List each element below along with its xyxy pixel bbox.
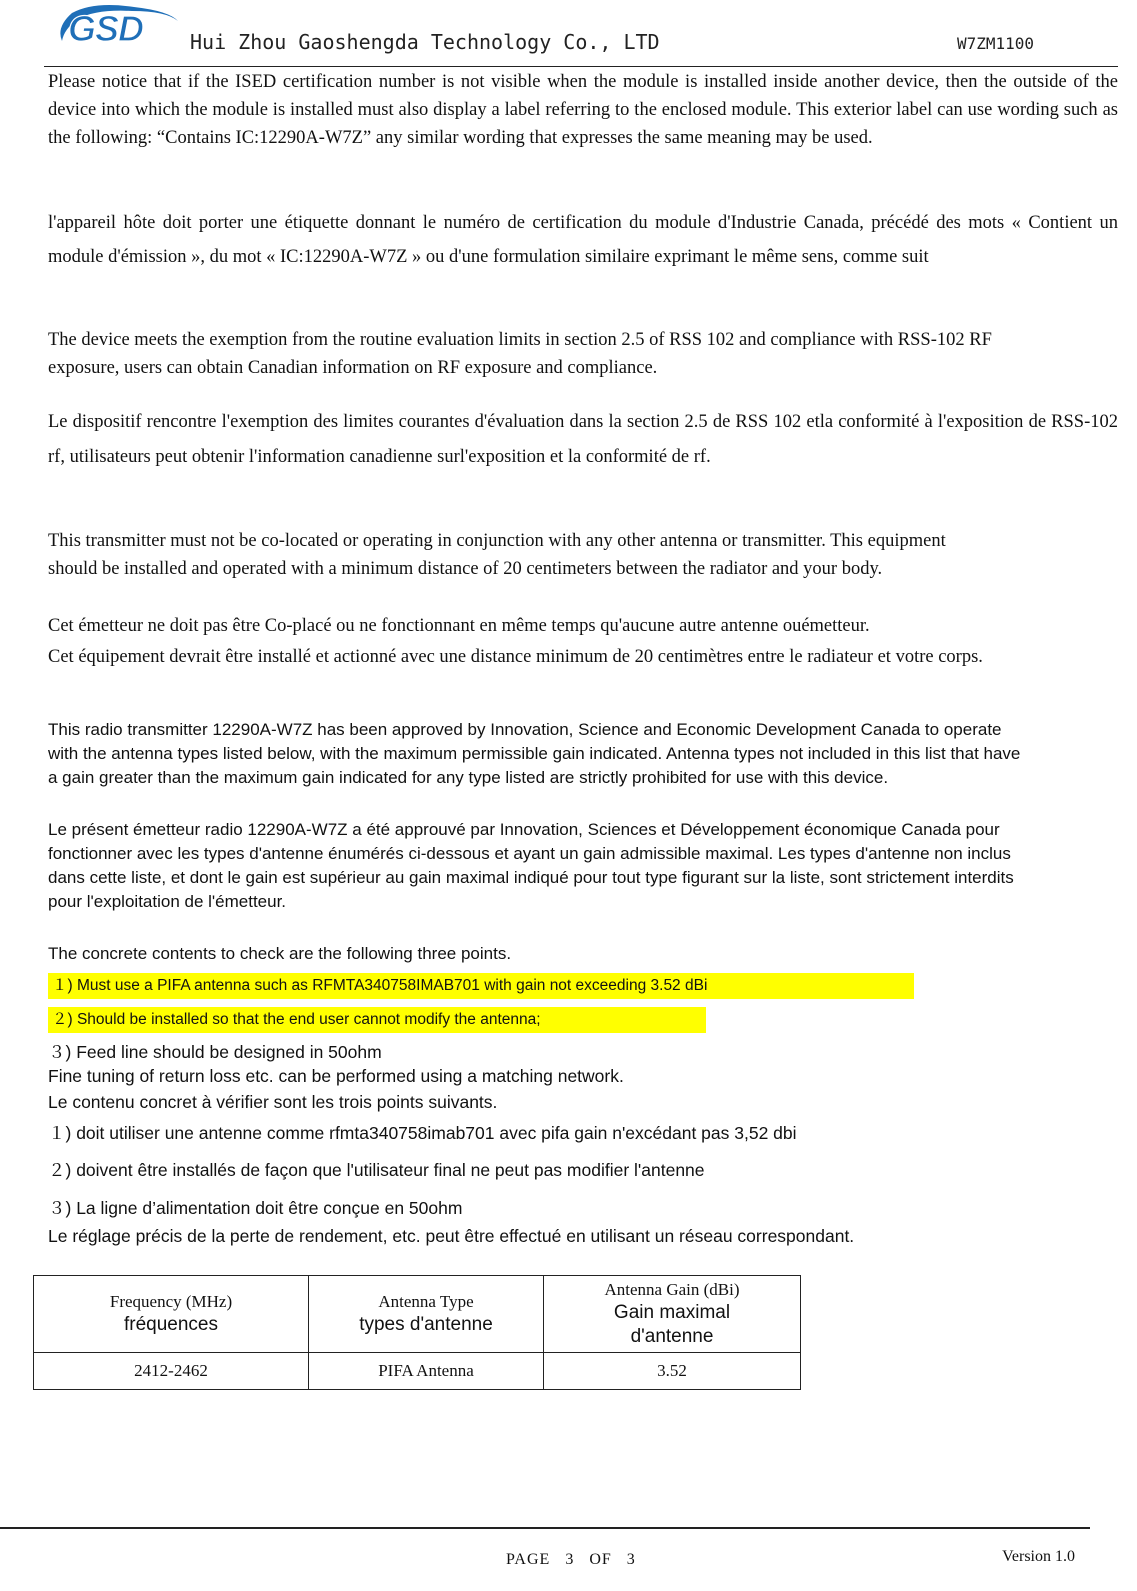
highlighted-point-2: ２) Should be installed so that the end user cannot modify the antenna; [48, 1007, 706, 1033]
header-antenna-type-fr: types d'antenne [359, 1314, 493, 1335]
point-2-fr: ２) doivent être installés de façon que l'utilisateur final ne peut pas modifier l'antenne [48, 1160, 705, 1180]
model-number: W7ZM1100 [956, 34, 1034, 53]
check-points-fr-intro: Le contenu concret à vérifier sont les trois points suivants. [48, 1092, 498, 1112]
version-label: Version 1.0 [1002, 1548, 1075, 1565]
header-frequency-fr: fréquences [123, 1314, 218, 1335]
logo-text: GSD [68, 8, 144, 49]
paragraph-antenna-approval: This radio transmitter 12290A-W7Z has been approved by Innovation, Science and Economic Development Canada to operate with the antenna types listed below, with the maximum permissible gain indicated. Antenna types not included in this list that have a gain greater than the maximum gain indicated for any type listed are strictly prohibited for use with this device. [48, 720, 1021, 787]
paragraph-rf-exemption-fr: Le dispositif rencontre l'exemption des limites courantes d'évaluation dans la section 2.5 de RSS 102 etla conformité à l'exposition de RSS-102 rf, utilisateurs peut obtenir l'information canadienne surl'exposition et la conformité de rf. [48, 412, 1118, 467]
paragraph-ised-label-fr: l'appareil hôte doit porter une étiquette donnant le numéro de certification du module d'Industrie Canada, précédé des mots « Contient un module d'émission », du mot « IC:12290A-W7Z » ou d'une formulation similaire exprimant le même sens, comme suit [48, 213, 1118, 267]
paragraph-co-location: This transmitter must not be co-located or operating in conjunction with any other antenna or transmitter. This equipment should be installed and operated with a minimum distance of 20 centimeters between the radiator and your body. [48, 531, 946, 579]
highlighted-point-1: １) Must use a PIFA antenna such as RFMTA340758IMAB701 with gain not exceeding 3.52 dBi [48, 973, 914, 999]
cell-frequency: 2412-2462 [34, 1353, 309, 1390]
header-antenna-gain-fr: Gain maximal d'antenne [613, 1302, 731, 1347]
company-name: Hui Zhou Gaoshengda Technology Co., LTD [190, 30, 660, 54]
header-antenna-gain-en: Antenna Gain (dBi) [604, 1280, 740, 1299]
point-3-fr: ３) La ligne d’alimentation doit être conçue en 50ohm [48, 1198, 463, 1218]
table-row [34, 1353, 801, 1390]
header-antenna-gain [544, 1276, 801, 1353]
paragraph-antenna-approval-fr: Le présent émetteur radio 12290A-W7Z a été approuvé par Innovation, Sciences et Développement économique Canada pour fonctionner avec les types d'antenne énumérés ci-dessous et ayant un gain admissible maximal. Les types d'antenne non inclus dans cette liste, et dont le gain est supérieur au gain maximal indiqué pour tout type figurant sur la liste, sont strictement interdits pour l'exploitation de l'émetteur. [48, 820, 1014, 911]
paragraph-ised-label: Please notice that if the ISED certification number is not visible when the module is installed inside another device, then the outside of the device into which the module is installed must also display a label referring to the enclosed module. This exterior label can use wording such as the following: “Contains IC:12290A-W7Z” any similar wording that expresses the same meaning may be used. [48, 72, 1118, 148]
matching-network-note-fr: Le réglage précis de la perte de rendement, etc. peut être effectué en utilisant un réseau correspondant. [48, 1226, 855, 1246]
header-antenna-type [309, 1276, 544, 1353]
paragraph-distance-fr: Cet équipement devrait être installé et actionné avec une distance minimum de 20 centimètres entre le radiateur et votre corps. [48, 647, 983, 667]
cell-antenna-type: PIFA Antenna [309, 1353, 544, 1390]
paragraph-rf-exemption: The device meets the exemption from the routine evaluation limits in section 2.5 of RSS 102 and compliance with RSS-102 RF exposure, users can obtain Canadian information on RF exposure and compliance. [48, 330, 992, 378]
header-antenna-type-en: Antenna Type [378, 1292, 474, 1311]
footer-divider [0, 1527, 1090, 1529]
paragraph-co-location-fr: Cet émetteur ne doit pas être Co-placé ou ne fonctionnant en même temps qu'aucune autre antenne ouémetteur. [48, 616, 870, 636]
table-header-row [34, 1276, 801, 1353]
header-frequency-en: Frequency (MHz) [109, 1292, 233, 1311]
cell-antenna-gain: 3.52 [544, 1353, 801, 1390]
point-3: ３) Feed line should be designed in 50ohm [48, 1042, 382, 1062]
paragraph-check-points: The concrete contents to check are the following three points. [48, 944, 512, 963]
matching-network-note: Fine tuning of return loss etc. can be performed using a matching network. [48, 1066, 624, 1086]
company-logo [54, 3, 184, 49]
page-header [44, 0, 1118, 67]
header-frequency [34, 1276, 309, 1353]
point-1-fr: １) doit utiliser une antenne comme rfmta340758imab701 avec pifa gain n'excédant pas 3,52 dbi [48, 1123, 797, 1143]
page-number: PAGE 3 OF 3 [506, 1551, 636, 1568]
antenna-table [33, 1275, 801, 1390]
